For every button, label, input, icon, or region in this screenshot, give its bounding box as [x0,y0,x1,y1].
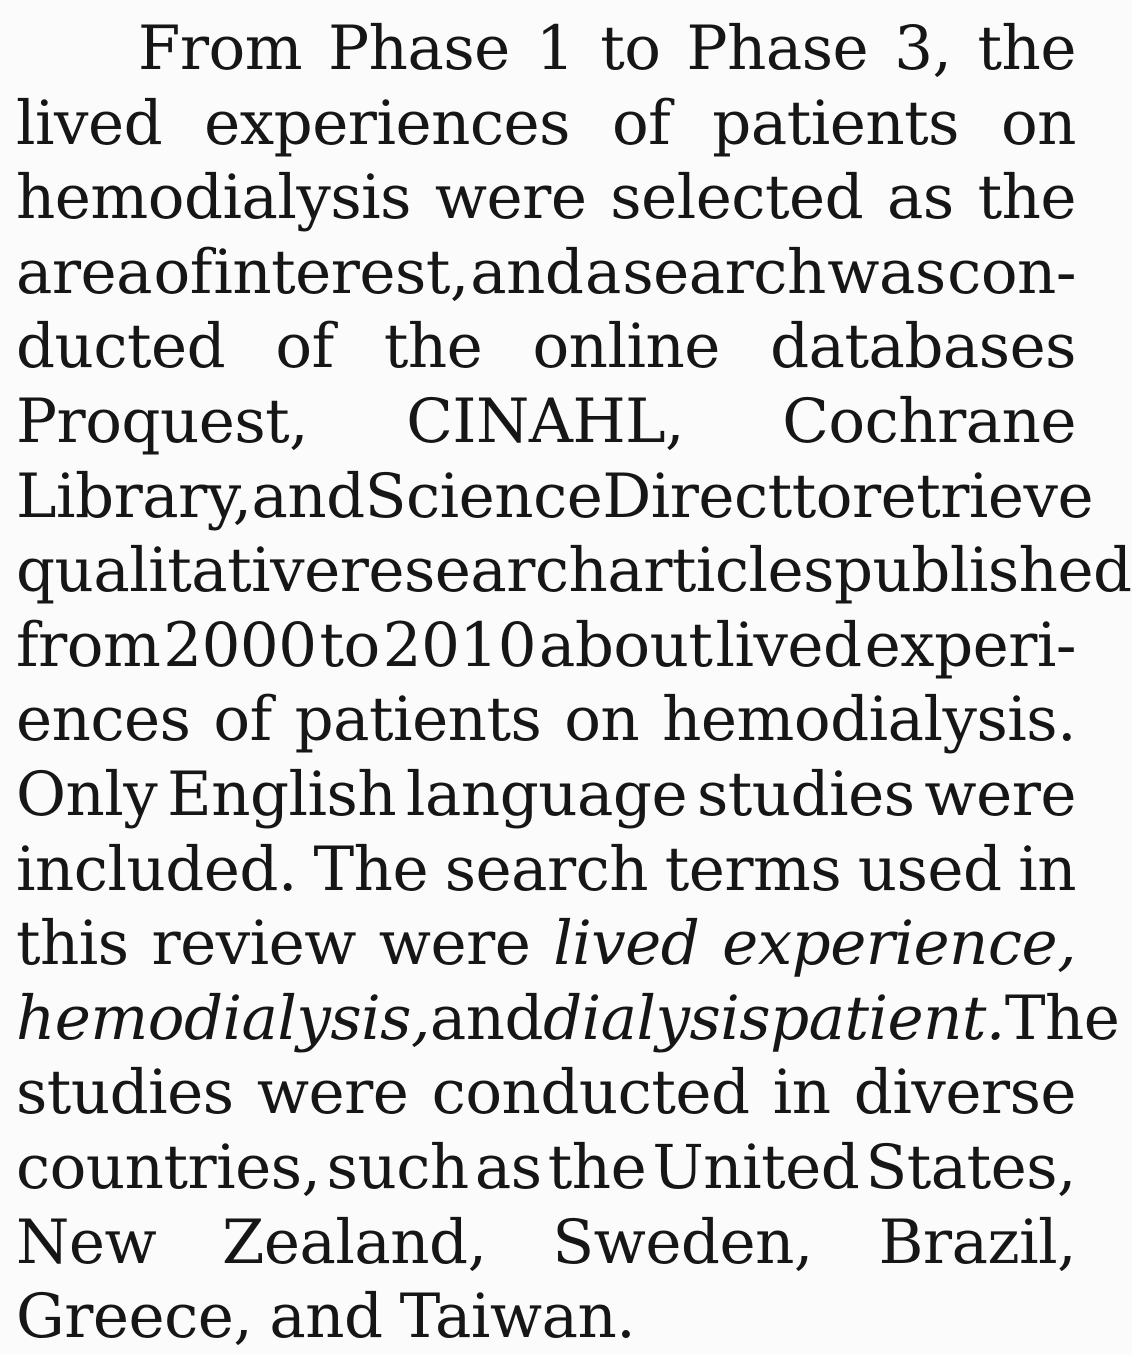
word: Phase [328,13,510,84]
text-line [16,758,1076,833]
word: were [256,1057,409,1129]
word: lived [715,609,862,681]
word: 3, [894,13,952,84]
word: Greece, [16,1281,253,1353]
word: on [564,684,640,756]
word: The [313,833,429,905]
text-line [16,460,1094,535]
word: such [326,1131,469,1203]
word: experiences [204,87,570,159]
word: ducted [16,311,226,383]
text-line [16,236,1076,311]
word: from [16,609,161,681]
text-line [16,1131,1076,1206]
word: of [213,684,272,756]
word: experi- [864,609,1076,681]
italic-word: hemodialysis, [16,982,430,1054]
text-line [16,907,1076,982]
word: research [339,535,608,607]
word: and [251,460,365,532]
word: countries, [16,1131,321,1203]
word: online [532,311,720,383]
word: ences [16,684,191,756]
word: as [474,1131,542,1203]
text-line [16,534,1132,609]
text-line [16,87,1076,162]
word: English [167,758,397,830]
text-line [16,1206,1076,1281]
word: review [151,908,356,980]
word: New [16,1206,157,1278]
word: databases [770,311,1076,383]
word: language [406,758,688,830]
text-line [16,1056,1076,1131]
text-line [16,683,1076,758]
word: on [1000,87,1076,159]
word: conducted [431,1057,750,1129]
word: to [600,13,661,84]
word: Zealand, [222,1206,487,1278]
word: Cochrane [782,385,1076,457]
word: retrieve [851,460,1094,532]
word: Sweden, [552,1206,813,1278]
word: diverse [853,1057,1076,1129]
word: States, [865,1131,1076,1203]
word: in [1018,833,1076,905]
word: terms [664,833,842,905]
word: qualitative [16,535,340,607]
word: Only [16,758,158,830]
word: articles [607,535,834,607]
word: in [772,1057,831,1129]
word: were [434,162,587,234]
word: to [319,609,380,681]
word: CINAHL, [406,385,685,457]
word: 2000 [163,609,317,681]
word: Brazil, [878,1206,1076,1278]
word: were [378,908,531,980]
text-line [16,12,1076,87]
word: 1 [535,13,575,84]
word: was [827,236,946,308]
word: the [977,13,1076,84]
word: 2010 [382,609,537,681]
italic-word: experience, [722,908,1076,980]
word: as [887,162,954,234]
word: hemodialysis [16,162,411,234]
word: about [539,609,713,681]
word: patients [294,684,542,756]
text-line [16,385,1076,460]
word: and [429,982,544,1054]
word: published [833,535,1132,607]
word: Library, [16,460,252,532]
word: included. [16,833,297,905]
word: area [16,236,152,308]
text-line [16,310,1076,385]
word: interest, [213,236,469,308]
word: From [138,13,303,84]
italic-word: dialysis [543,982,771,1054]
word: Proquest, [16,385,309,457]
word: lived [16,87,163,159]
word: The [1004,982,1120,1054]
text-line [16,1280,1076,1355]
italic-word: patient. [770,982,1005,1054]
text-line [16,161,1076,236]
word: and [470,236,584,308]
word: United [652,1131,860,1203]
word: of [275,311,334,383]
word: the [547,1131,647,1203]
word: Taiwan. [399,1281,636,1353]
text-line [16,833,1076,908]
word: used [857,833,1002,905]
word: a [584,236,621,308]
word: studies [696,758,915,830]
word: selected [610,162,864,234]
word: con- [947,236,1076,308]
word: studies [16,1057,234,1129]
word: the [383,311,483,383]
text-line [16,609,1076,684]
word: were [924,758,1076,830]
word: search [444,833,649,905]
word: patients [712,87,959,159]
body-paragraph [16,12,1132,1355]
word: Phase [686,13,869,84]
word: the [977,162,1076,234]
word: search [622,236,826,308]
word: hemodialysis. [662,684,1076,756]
word: to [791,460,852,532]
word: ScienceDirect [364,460,792,532]
text-line [16,982,1120,1057]
word: of [153,236,212,308]
word: this [16,908,129,980]
word: and [269,1281,383,1353]
italic-word: lived [553,908,700,980]
word: of [611,87,671,159]
